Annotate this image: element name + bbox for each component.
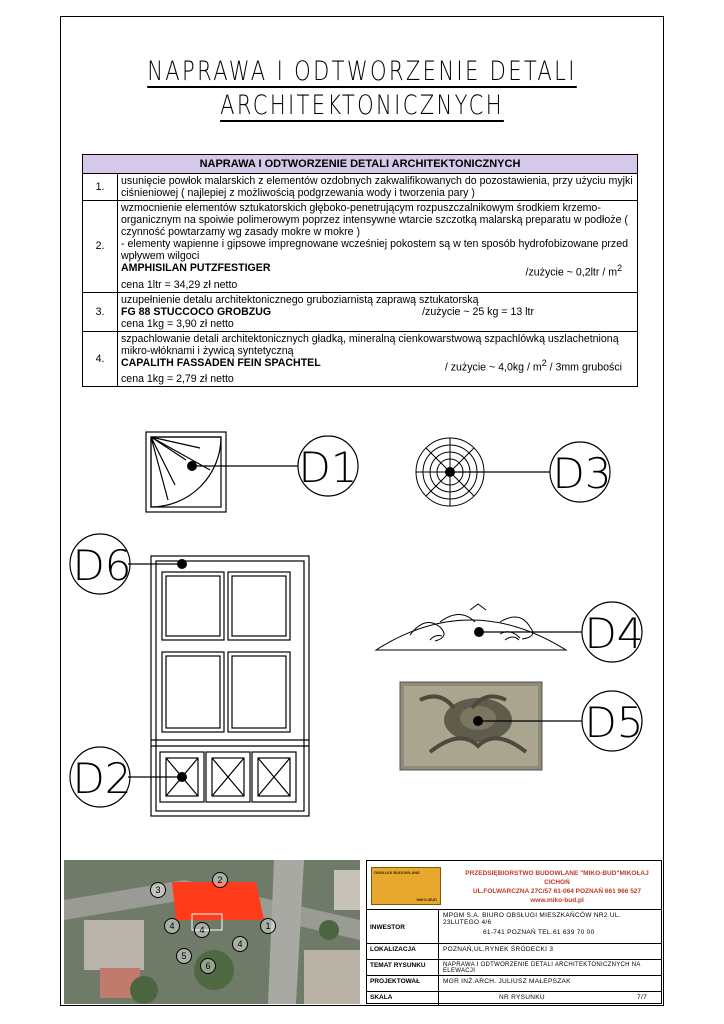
map-marker-6: 6 — [200, 958, 216, 974]
inwestor-line2: 61-741 POZNAŃ TEL.61 639 70 00 — [483, 929, 595, 936]
d2-label: D2 — [72, 754, 132, 803]
price-text: cena 1kg = 2,79 zł netto — [121, 373, 234, 386]
map-marker-4b: 4 — [194, 922, 210, 938]
company-info — [457, 869, 657, 905]
company-website: www.miko-bud.pl — [530, 897, 584, 904]
logo-text-bottom: MIKO-BUD — [416, 897, 437, 902]
d6-label: D6 — [72, 541, 132, 590]
map-marker-2: 2 — [212, 872, 228, 888]
detail-d1-drawing — [146, 432, 226, 512]
map-marker-3: 3 — [150, 882, 166, 898]
row-number: 2. — [83, 201, 118, 293]
inwestor-label: INWESTOR — [367, 910, 439, 944]
nr-rysunku-label: NR RYSUNKU — [499, 994, 545, 1001]
company-name: PRZEDSIĘBIORSTWO BUDOWLANE "MIKO-BUD"MIKOŁAJ CICHOŃ — [465, 870, 649, 886]
company-address: UL.FOLWARCZNA 27C/57 61-064 POZNAŃ 661 966 527 — [472, 888, 642, 895]
row-number: 3. — [83, 292, 118, 331]
row-number: 4. — [83, 331, 118, 387]
temat-row — [367, 959, 661, 976]
product-name: AMPHISILAN PUTZFESTIGER — [121, 262, 271, 274]
temat-value: NAPRAWA I ODTWORZENIE DETALI ARCHITEKTONICZNYCH NA ELEWACJI — [443, 962, 641, 974]
row-text: usunięcie powłok malarskich z elementów ozdobnych zakwalifikowanych do pozostawienia, przy użyciu myjki ciśnieniowej ( najlepiej z możliwością podgrzewania wody i tworzenia pary ) — [118, 174, 638, 201]
row-number: 1. — [83, 174, 118, 201]
lokalizacja-value: POZNAŃ,UL.RYNEK ŚRÓDECKI 3 — [443, 946, 554, 953]
row-text: wzmocnienie elementów sztukatorskich głęboko-penetrującym rozpuszczalnikowym środkiem krzemo-organicznym na spoiwie polimerowym poprzez intensywne wtarcie szczotką malarską preparatu w podłoże ( czynność powtarzamy wg zasady mokre w mokre ) — [121, 202, 628, 238]
title-block — [366, 860, 662, 1004]
usage-text: / zużycie ~ $4,0kg / m^2 / 3mm$ grubości — [444, 357, 622, 374]
lokalizacja-row — [367, 943, 661, 960]
d5-label: D5 — [584, 698, 644, 747]
lokalizacja-label: LOKALIZACJA — [367, 944, 439, 960]
map-marker-5: 5 — [176, 948, 192, 964]
page-title-line1: NAPRAWA I ODTWORZENIE DETALI — [147, 56, 577, 87]
projektowal-value: MGR INŻ.ARCH. JULIUSZ MAŁEPSZAK — [443, 978, 571, 985]
projektowal-row — [367, 975, 661, 992]
detail-d5-photo — [400, 682, 542, 770]
logo-text-top: OBSŁUGI BUDOWLANE — [374, 870, 420, 875]
temat-label: TEMAT RYSUNKU — [367, 960, 439, 976]
map-marker-4a: 4 — [164, 918, 180, 934]
product-name: FG 88 STUCCOCO GROBZUG — [121, 305, 272, 318]
price-text: cena 1kg = 3,90 zł netto — [121, 317, 234, 330]
company-logo — [371, 867, 441, 905]
inwestor-value — [439, 910, 661, 944]
map-marker-4c: 4 — [232, 936, 248, 952]
row-text: uzupełnienie detalu architektonicznego gruboziarnistą zaprawą sztukatorską — [121, 293, 479, 306]
d1-label: D1 — [298, 443, 358, 492]
detail-d4-ornament — [376, 604, 566, 650]
table-header: NAPRAWA I ODTWORZENIE DETALI ARCHITEKTONICZNYCH — [83, 155, 638, 174]
inwestor-line1: MPGM S.A. BIURO OBSŁUGI MIESZKAŃCÓW NR2 UL. 23LUTEGO 4/6 — [443, 912, 621, 926]
d3-label: D3 — [552, 449, 612, 498]
projektowal-label: PROJEKTOWAŁ — [367, 976, 439, 992]
skala-label: SKALA — [367, 992, 439, 1005]
price-text: cena 1ltr = 34,29 zł netto — [121, 278, 238, 291]
row-text: szpachlowanie detali architektonicznych gładką, mineralną cienkowarstwową szpachlówką uszlachetnioną mikro-włóknami i żywicą syntetyczną — [121, 332, 619, 357]
nr-rysunku-value: 7/7 — [637, 994, 647, 1001]
product-name: CAPALITH FASSADEN FEIN SPACHTEL — [121, 356, 321, 369]
usage-text: /zużycie ~ 25 kg = 13 ltr — [422, 305, 534, 318]
aerial-map — [64, 860, 360, 1004]
row-text-2: - elementy wapienne i gipsowe impregnowane wcześniej pokostem są w ten sposób hydrofobizowane przed wpływem wilgoci — [121, 238, 629, 262]
d4-label: D4 — [584, 609, 644, 658]
page-title-line2: ARCHITEKTONICZNYCH — [220, 90, 504, 121]
inwestor-row — [367, 909, 661, 944]
map-marker-1: 1 — [260, 918, 276, 934]
usage-text: /zużycie ~ $0,2ltr / m^2$ — [525, 263, 622, 279]
skala-row — [367, 991, 661, 1005]
